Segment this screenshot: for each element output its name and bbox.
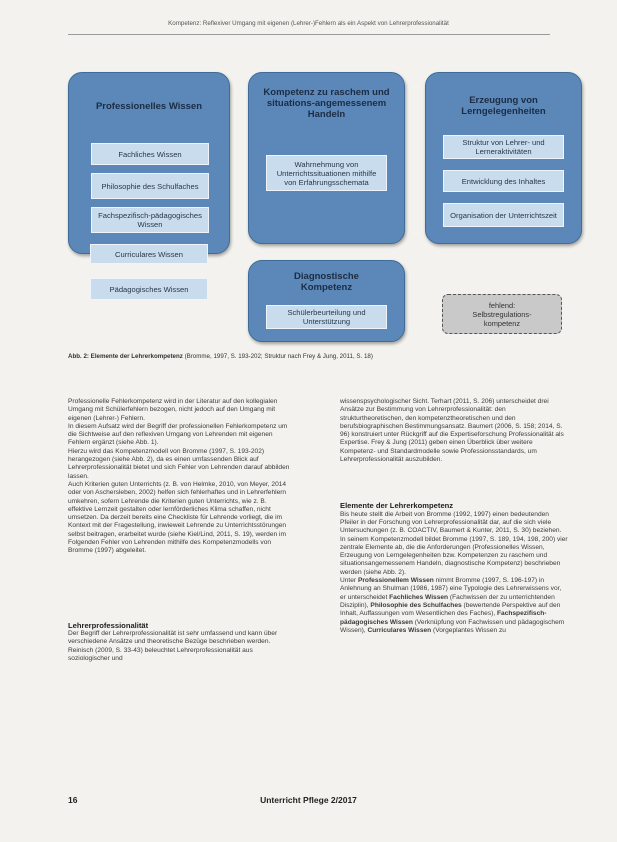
- box-professional-knowledge: [68, 72, 230, 254]
- header-rule: [68, 34, 550, 35]
- box-title: Kompetenz zu raschem und situations-angemessenem Handeln: [263, 87, 390, 120]
- item-fachspezifisch: Fachspezifisch-pädagogisches Wissen: [91, 207, 209, 233]
- missing-self-regulation: fehlend: Selbstregulations-kompetenz: [442, 294, 562, 334]
- running-header: Kompetenz: Reflexiver Umgang mit eigenen (Lehrer-)Fehlern als ein Aspekt von Lehrerprofessionalität: [168, 20, 449, 27]
- item-struktur: Struktur von Lehrer- und Lerneraktivitäten: [443, 135, 564, 159]
- item-schuelerbeurteilung: Schülerbeurteilung und Unterstützung: [266, 305, 387, 329]
- item-paedagogisches-wissen: Pädagogisches Wissen: [90, 278, 208, 300]
- left-para-3: Hierzu wird das Kompetenzmodell von Bromme (1997, S. 193-202) herangezogen (siehe Abb. 2), da es einen umfassenden Blick auf Lehrerprofessionalität bietet und sich Fehler von Lehrenden darauf abbilden lassen.: [68, 447, 290, 480]
- box-learning-opportunities: [425, 72, 582, 244]
- item-entwicklung: Entwicklung des Inhaltes: [443, 170, 564, 192]
- item-wahrnehmung: Wahrnehmung von Unterrichtssituationen mithilfe von Erfahrungsschemata: [266, 155, 387, 191]
- item-organisation: Organisation der Unterrichtszeit: [443, 203, 564, 227]
- left-heading: Lehrerprofessionalität: [68, 620, 149, 630]
- item-curriculares-wissen: Curriculares Wissen: [90, 244, 208, 264]
- competence-figure: [68, 62, 586, 352]
- item-fachliches-wissen: Fachliches Wissen: [91, 143, 209, 165]
- box-diagnostic: [248, 260, 405, 342]
- right-para-1: wissenspsychologischer Sicht. Terhart (2011, S. 206) unterscheidet drei Ansätze zur Bestimmung von Lehrerprofessionalität: den strukturtheoretischen, den kompetenztheoretischen und den berufsbiographischen Bestimmungsansatz. Baumert (2006, S. 158; 2014, S. 96) konstruiert unter Rückgriff auf die Expertiseforschung Professionalität als Expertise. Frey & Jung (2011) geben einen Überblick über weitere Kompetenz- und Standardmodelle sowie Professionsstandards, um Lehrerprofessionalität auszubilden.: [340, 398, 564, 464]
- item-philosophie: Philosophie des Schulfaches: [91, 173, 209, 199]
- caption-source: (Bromme, 1997, S. 193-202; Struktur nach Frey & Jung, 2011, S. 18): [182, 353, 373, 360]
- right-heading: Elemente der Lehrerkompetenz: [340, 501, 454, 511]
- right-para-2: Bis heute stellt die Arbeit von Bromme (1992, 1997) einen bedeutenden Pfeiler in der Forschung von Lehrerprofessionalität dar, auf die sich viele Untersuchungen (z. B. COACTIV, Baumert & Kunter, 2011, S. 30) beziehen.: [340, 510, 562, 535]
- box-title: Erzeugung von Lerngelegenheiten: [461, 95, 546, 117]
- right-para-3: In seinem Kompetenzmodell bildet Bromme (1997, S. 189, 194, 198, 200) vier zentrale Elemente ab, die die Anforderungen (Professionelles Wissen, Erzeugung von Lerngelegenheiten bzw. Kompetenzen zu raschem und situationsangemessenem Handeln, diagnostische Kompetenz) beschrieben werden (siehe Abb. 2).: [340, 535, 568, 576]
- journal-name: Unterricht Pflege 2/2017: [260, 795, 357, 805]
- left-column: [68, 398, 292, 663]
- page-number: 16: [68, 795, 78, 805]
- right-para-4: Unter Professionellem Wissen nimmt Bromme (1997, S. 196-197) in Anlehnung an Shulman (1986, 1987) eine Typologie des Lehrerwissens vor, er unterscheidet Fachliches Wissen (Fachwissen der zu unterrichtenden Disziplin), Philosophie des Schulfaches (bewertende Perspektive auf den Inhalt, Auffassungen vom Wesentlichen des Faches), Fachspezifisch-pädagogisches Wissen (Verknüpfung von Fachwissen und pädagogischem Wissen), Curriculares Wissen (Vorgeplantes Wissen zu: [340, 577, 565, 634]
- left-para-4: Auch Kriterien guten Unterrichts (z. B. von Helmke, 2010, von Meyer, 2014 oder von Aschersleben, 2002) helfen sich fehlerhaftes und in Lehrerfehlern umkehren, sofern Lehrende die Kriterien guten Unterrichts, wie z. B. effektive Lernzeit gestalten oder lernförderliches Klima schaffen, nicht umsetzen. Da derzeit bereits eine Checkliste für Lehrende vorliegt, die im Kontext mit der Fragestellung, inwieweit Lehrende zu Unterrichtsstörungen selbst beitragen, erarbeitet wurde (siehe Kiel/Lind, 2011, S. 19), werden im Folgenden Fehler von Lehrenden mithilfe des Kompetenzmodells von Bromme (1997) abgeleitet.: [68, 480, 287, 555]
- box-title: Professionelles Wissen: [95, 101, 203, 112]
- left-para-2: In diesem Aufsatz wird der Begriff der professionellen Fehlerkompetenz um die Sichtweise auf den reflexiven Umgang von Lehrenden mit eigenen Fehlern ergänzt (siehe Abb. 1).: [68, 422, 288, 447]
- caption-label: Abb. 2: Elemente der Lehrerkompetenz: [68, 353, 183, 360]
- box-title: Diagnostische Kompetenz: [294, 271, 359, 293]
- figure-caption: [68, 353, 373, 360]
- box-rapid-action: [248, 72, 405, 244]
- right-column: [340, 398, 568, 635]
- left-para-1: Professionelle Fehlerkompetenz wird in der Literatur auf den kollegialen Umgang mit Schülerfehlern bezogen, nicht jedoch auf den Umgang mit eigenen (Lehrer-) Fehlern.: [68, 398, 278, 422]
- left-para-5: Der Begriff der Lehrerprofessionalität ist sehr umfassend und kann über verschiedene Ansätze und theoretische Bezüge beschrieben werden. Reinisch (2009, S. 33-43) beleuchtet Lehrerprofessionalität aus soziologischer und: [68, 629, 278, 662]
